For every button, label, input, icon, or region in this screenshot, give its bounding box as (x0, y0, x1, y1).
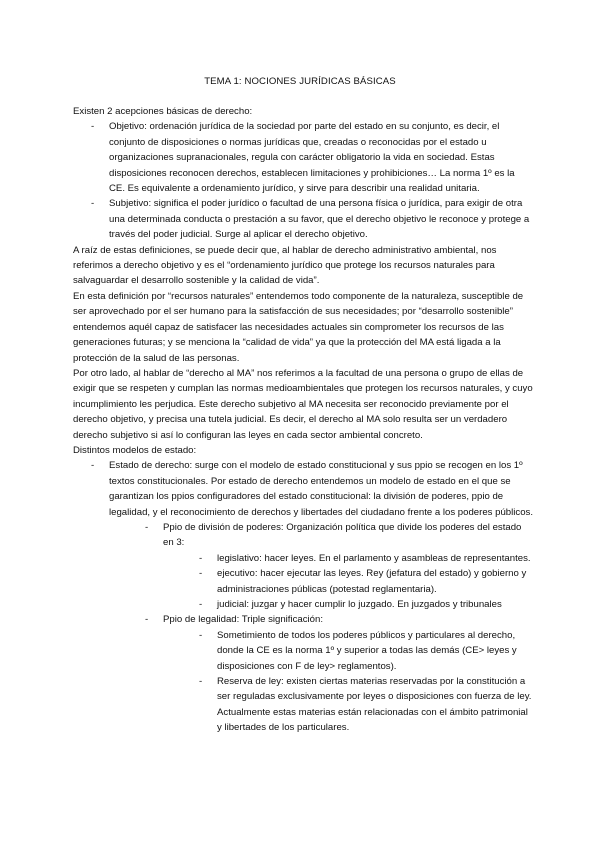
division-poderes-text: Ppio de división de poderes: Organización política que divide los poderes del estado en 3: (163, 521, 522, 549)
legalidad-text: Ppio de legalidad: Triple significación: (163, 614, 323, 626)
legalidad-list (163, 628, 533, 736)
paragraph-modelos-estado: Distintos modelos de estado: (73, 444, 197, 456)
legalidad-sometimiento: - Sometimiento de todos los poderes públicos y particulares al derecho, donde la CE es la norma 1º y superior a todas las demás (CE> leyes y disposiciones con F de ley> reglamentos). (217, 628, 533, 674)
list-item-legalidad (163, 612, 533, 735)
document-title: TEMA 1: NOCIONES JURÍDICAS BÁSICAS (204, 76, 396, 87)
acepcion-objetivo: - Objetivo: ordenación jurídica de la sociedad por parte del estado en su conjunto, es decir, el conjunto de disposiciones o normas jurídicas que, creadas o reconocidas por el estado u organizaciones supranacionales, regula con carácter obligatorio la vida en sociedad. Estas disposiciones reconocen derechos, establecen limitaciones y prohibiciones… La norma 1º es la CE. Es equivalente a ordenamiento jurídico, y sirve para describir una realidad unitaria. (109, 119, 533, 196)
estado-derecho-text: Estado de derecho: surge con el modelo de estado constitucional y sus ppio se recogen en los 1º textos constitucionales. Por estado de derecho entendemos un modelo de estado en el que se garantizan los ppios configuradores del estado constitucional: la división de poderes, ppio de legalidad, y el reconocimiento de derechos y libertades del ciudadano frente a los poderes públicos. (109, 460, 533, 518)
paragraph-derecho-al-ma: Por otro lado, al hablar de “derecho al MA” nos referimos a la facultad de una persona o grupo de ellas de exigir que se respeten y cumplan las normas medioambientales que protegen los recursos naturales, y cuyo incumplimiento les perjudica. Este derecho subjetivo al MA necesita ser reconocido previamente por el derecho objetivo, y precisa una tutela judicial. Es decir, el derecho al MA solo resulta ser un verdadero derecho subjetivo si así lo configuran las leyes en cada sector ambiental concreto. (73, 367, 533, 441)
acepcion-subjetivo: - Subjetivo: significa el poder jurídico o facultad de una persona física o jurídica, para exigir de otra una determinada conducta o prestación a su favor, que el derecho objetivo le reconoce y protege a través del poder judicial. Surge al aplicar el derecho objetivo. (109, 196, 533, 242)
paragraph-derecho-ambiental: A raíz de estas definiciones, se puede decir que, al hablar de derecho administrativo ambiental, nos referimos a derecho objetivo y es el “ordenamiento jurídico que protege los recursos naturales para salvaguardar el desarrollo sostenible y la calidad de vida”. (73, 244, 497, 287)
principios-list (109, 520, 533, 736)
intro-paragraph: Existen 2 acepciones básicas de derecho: (73, 106, 253, 117)
modelos-estado-list (73, 458, 533, 735)
paragraph-recursos-naturales: En esta definición por “recursos naturales” entendemos todo componente de la naturaleza, susceptible de ser aprovechado por el ser humano para la satisfacción de sus necesidades; por “desarrollo sostenible” entendemos aquél capaz de satisfacer las necesidades actuales sin comprometer los recursos de las generaciones futuras; y se menciona la “calidad de vida” ya que la protección del MA está ligada a la protección de la salud de las personas. (73, 290, 524, 364)
list-item-division-poderes (163, 520, 533, 612)
poder-legislativo: - legislativo: hacer leyes. En el parlamento y asambleas de representantes. (217, 551, 533, 566)
document-body (73, 104, 533, 736)
poderes-list (163, 551, 533, 613)
legalidad-reserva-ley: - Reserva de ley: existen ciertas materias reservadas por la constitución a ser reguladas exclusivamente por leyes o disposiciones con fuerza de ley. Actualmente estas materias están relacionadas con el ámbito patrimonial y libertades de los particulares. (217, 674, 533, 736)
list-item-estado-derecho (109, 458, 533, 735)
poder-ejecutivo: - ejecutivo: hacer ejecutar las leyes. Rey (jefatura del estado) y gobierno y administraciones públicas (potestad reglamentaria). (217, 566, 533, 597)
poder-judicial: - judicial: juzgar y hacer cumplir lo juzgado. En juzgados y tribunales (217, 597, 533, 612)
acepciones-list (73, 119, 533, 242)
